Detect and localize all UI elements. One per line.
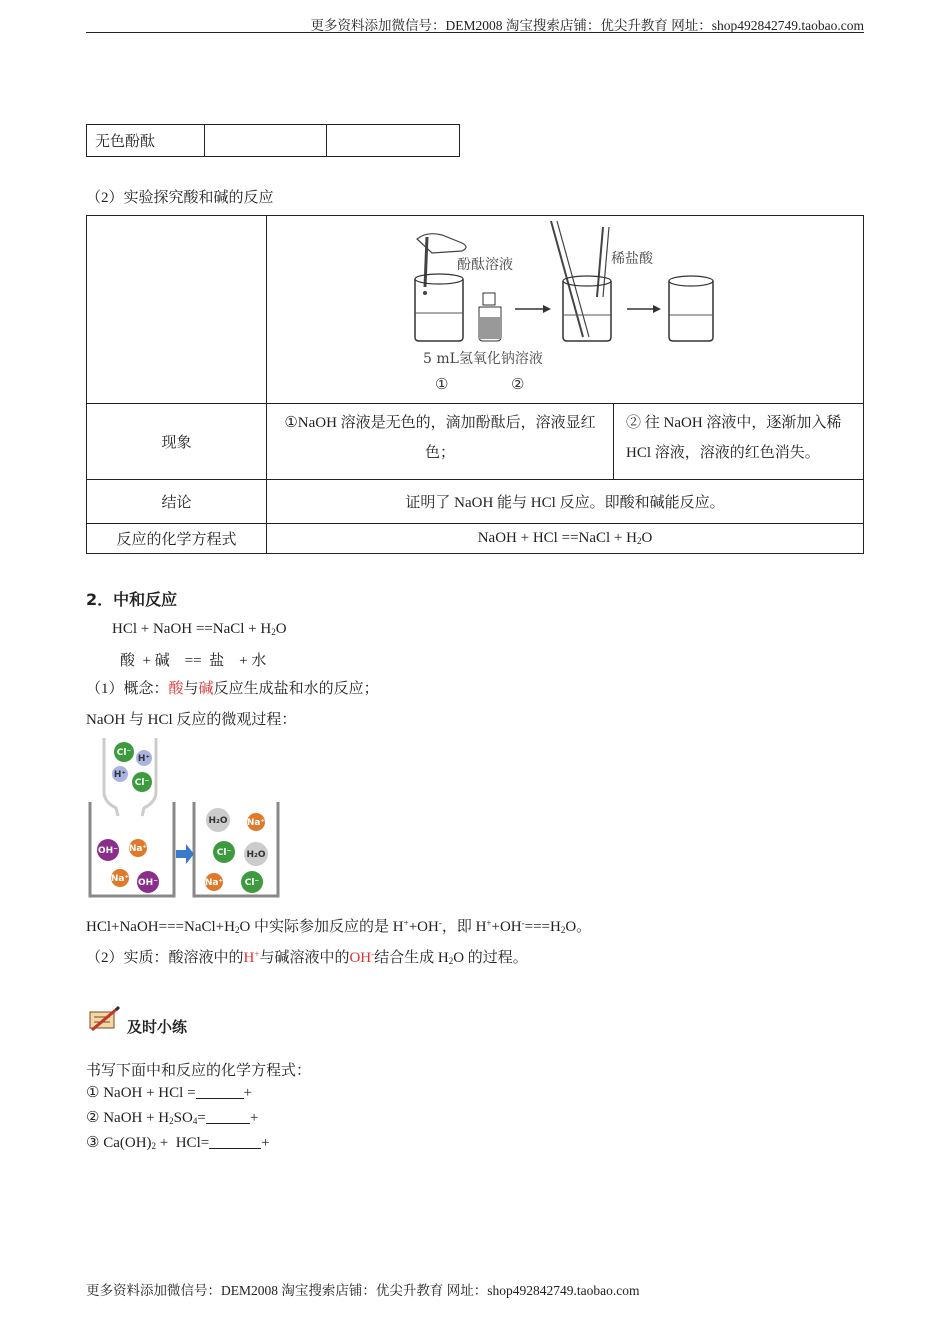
real-h-sup: + [254, 949, 260, 959]
h2o-label: H₂O [208, 816, 228, 826]
label-phenol: 酚酞溶液 [457, 256, 513, 273]
real-end: O 的过程。 [453, 950, 528, 966]
practice-intro: 书写下面中和反应的化学方程式： [86, 1063, 312, 1079]
micro-process-figure [86, 736, 286, 904]
experiment-figure [267, 217, 863, 403]
section-exp-title: （2）实验探究酸和碱的反应 [86, 190, 274, 206]
ess-sup3: + [486, 918, 492, 928]
beaker-1-icon [415, 274, 463, 341]
phenomenon-1: ①NaOH 溶液是无色的，滴加酚酞后，溶液显红色； [267, 404, 614, 480]
q3-plus: + [261, 1135, 270, 1151]
ess-e: +OH [491, 919, 522, 935]
eq-main: HCl + NaOH ==NaCl + H [112, 621, 272, 637]
q2-sub1: 2 [169, 1116, 174, 1126]
ess-g: O。 [565, 919, 592, 935]
indicator-cell-1 [205, 125, 327, 157]
ess-sub2: 2 [560, 925, 566, 935]
oh-label-2: OH⁻ [138, 878, 158, 888]
experiment-table [86, 215, 864, 554]
na-label-4: Na⁺ [204, 878, 224, 888]
ess-a: HCl+NaOH===NaCl+H [86, 919, 235, 935]
h2o-label-2: H₂O [246, 850, 266, 860]
cl-label-3: Cl⁻ [216, 848, 232, 858]
real-h: H [243, 950, 255, 966]
na-label-2: Na⁺ [110, 874, 130, 884]
q2-b: SO [173, 1110, 193, 1126]
ess-f: ===H [524, 919, 561, 935]
dropper-icon [425, 237, 427, 287]
phenomenon-2: ② 往 NaOH 溶液中，逐渐加入稀 HCl 溶液，溶液的红色消失。 [614, 404, 864, 480]
na-label-3: Na⁺ [246, 818, 266, 828]
conclusion-text: 证明了 NaOH 能与 HCl 反应。即酸和碱能反应。 [267, 480, 864, 524]
ess-sub1: 2 [234, 925, 240, 935]
hand-icon [417, 233, 466, 252]
section2-title: 2．中和反应 [86, 590, 178, 609]
step-1: ① [435, 376, 449, 393]
beaker-3-icon [669, 276, 713, 341]
indicator-label: 无色酚酞 [87, 125, 205, 157]
header-divider [86, 32, 864, 33]
concept-and: 与 [183, 681, 199, 697]
ess-sup2: - [438, 918, 442, 928]
q3-blank[interactable] [209, 1134, 261, 1149]
equation-tail: O [641, 530, 653, 546]
phenomenon-label: 现象 [87, 404, 267, 480]
oh-label: OH⁻ [98, 846, 118, 856]
real-prefix: （2）实质：酸溶液中的 [86, 950, 244, 966]
cl-label: Cl⁻ [116, 748, 132, 758]
h-label-2: H⁺ [113, 770, 127, 780]
label-naoh: 5 mL氢氧化钠溶液 [423, 350, 543, 367]
beaker-2-icon [551, 221, 611, 341]
h-label: H⁺ [137, 754, 151, 764]
ess-b: O 中实际参加反应的是 H [239, 919, 404, 935]
equation-label: 反应的化学方程式 [87, 524, 267, 554]
ess-sup4: - [521, 918, 525, 928]
ess-d: ，即 H [441, 919, 487, 935]
q3-a: ③ Ca(OH) [86, 1135, 152, 1151]
equation-main: NaOH + HCl ==NaCl + H [477, 530, 637, 546]
cl-label-2: Cl⁻ [134, 778, 150, 788]
drop-icon [423, 291, 427, 295]
equation-cell [267, 524, 864, 554]
conclusion-label: 结论 [87, 480, 267, 524]
q2-sub2: 4 [192, 1116, 198, 1126]
word-equation: 酸 + 碱 == 盐 + 水 [120, 653, 267, 669]
q1-text: ① NaOH + HCl = [86, 1085, 196, 1101]
page-header: 更多资料添加微信号：DEM2008 淘宝搜索店铺：优尖升教育 网址：shop492842749.taobao.com [310, 18, 864, 33]
real-oh: OH [349, 950, 372, 966]
q1-blank[interactable] [196, 1084, 244, 1099]
equation-sub: 2 [636, 536, 642, 546]
real-suffix: 结合生成 H [374, 950, 449, 966]
practice-title: 及时小练 [127, 1018, 188, 1036]
q2-blank[interactable] [206, 1109, 250, 1124]
practice-q1 [86, 1083, 252, 1102]
eq-tail: O [275, 621, 287, 637]
figure-label-cell [87, 216, 267, 404]
indicator-cell-2 [326, 125, 459, 157]
real-oh-sup: - [371, 949, 375, 959]
practice-q2 [86, 1108, 258, 1127]
ess-sup1: + [403, 918, 409, 928]
ess-c: +OH [408, 919, 439, 935]
arrow-icon [176, 844, 194, 864]
step-2: ② [511, 376, 525, 393]
concept-base: 碱 [198, 681, 214, 697]
concept-line [86, 677, 379, 698]
q3-sub: 2 [151, 1141, 157, 1151]
indicator-table [86, 124, 460, 157]
practice-q3 [86, 1133, 270, 1152]
real-line [86, 946, 528, 967]
essence-line [86, 915, 591, 936]
label-hcl: 稀盐酸 [611, 250, 653, 267]
concept-suffix: 反应生成盐和水的反应； [213, 681, 379, 697]
q2-c: = [197, 1110, 206, 1126]
q1-plus: + [243, 1085, 252, 1101]
bottle-icon [479, 293, 501, 341]
figure-cell [267, 216, 864, 404]
real-mid: 与碱溶液中的 [259, 950, 350, 966]
concept-prefix: （1）概念： [86, 681, 169, 697]
q3-b: + HCl= [156, 1135, 210, 1151]
page-footer: 更多资料添加微信号：DEM2008 淘宝搜索店铺：优尖升教育 网址：shop492842749.taobao.com [86, 1283, 640, 1298]
micro-title: NaOH 与 HCl 反应的微观过程： [86, 712, 297, 728]
neutral-equation [112, 621, 287, 638]
q2-a: ② NaOH + H [86, 1110, 170, 1126]
q2-plus: + [249, 1110, 259, 1126]
pencil-notebook-icon [88, 1006, 122, 1032]
na-label: Na⁺ [128, 844, 148, 854]
concept-acid: 酸 [168, 681, 184, 697]
cl-label-4: Cl⁻ [244, 878, 260, 888]
eq-sub: 2 [271, 627, 276, 637]
real-sub: 2 [448, 956, 454, 966]
